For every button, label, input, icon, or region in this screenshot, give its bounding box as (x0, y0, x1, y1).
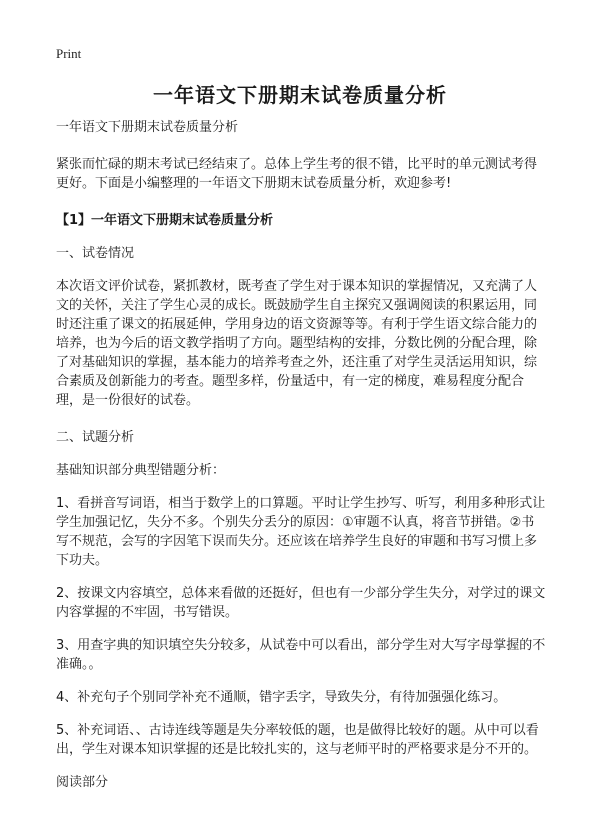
analysis-item-5: 5、补充词语、、古诗连线等题是失分率较低的题，也是做得比较好的题。从中可以看出，学生对课本知识掌握的还是比较扎实的，这与老师平时的严格要求是分不开的。 (56, 723, 539, 757)
document-subtitle: 一年语文下册期末试卷质量分析 (56, 120, 239, 135)
intro-paragraph: 紧张而忙碌的期末考试已经结束了。总体上学生考的很不错，比平时的单元测试考得更好。下面是小编整理的一年语文下册期末试卷质量分析，欢迎参考! (56, 157, 538, 191)
analysis-item-3: 3、用查字典的知识填空失分较多，从试卷中可以看出，部分学生对大写字母掌握的不准确。。 (56, 638, 546, 672)
analysis-item-2: 2、按课文内容填空，总体来看做的还挺好，但也有一少部分学生失分，对学过的课文内容掌握的不牢固，书写错误。 (56, 586, 546, 620)
analysis-item-4: 4、补充句子个别同学补充不通顺，错字丢字，导致失分，有待加强强化练习。 (56, 690, 507, 705)
part1-paragraph: 本次语文评价试卷，紧抓教材，既考查了学生对于课本知识的掌握情况，又充满了人文的关怀，关注了学生心灵的成长。既鼓励学生自主探究又强调阅读的积累运用，同时还注重了课文的拓展延伸，学用身边的语文资源等等。有利于学生语文综合能力的培养，也为今后的语文教学指明了方向。题型结构的安排，分数比例的分配合理，除了对基础知识的掌握，基本能力的培养考查之外，还注重了对学生灵活运用知识，综合素质及创新能力的考查。题型多样，份量适中，有一定的梯度，难易程度分配合理，是一份很好的试卷。 (56, 279, 538, 408)
reading-heading: 阅读部分 (56, 775, 109, 790)
analysis-item-1: 1、看拼音写词语，相当于数学上的口算题。平时让学生抄写、听写，利用多种形式让学生加强记忆，失分不多。个别失分丢分的原因：①审题不认真，将音节拼错。②书写不规范，会写的字因笔下误而失分。还应该在培养学生良好的审题和书写习惯上多下功夫。 (56, 496, 546, 568)
part1-heading: 一、试卷情况 (56, 246, 135, 261)
document-body (56, 118, 546, 792)
part2-heading: 二、试题分析 (56, 430, 135, 445)
basic-knowledge-heading: 基础知识部分典型错题分析： (56, 463, 226, 478)
print-label: Print (56, 46, 82, 61)
page-title: 一年语文下册期末试卷质量分析 (153, 83, 447, 107)
section-heading: 【1】一年语文下册期末试卷质量分析 (56, 213, 274, 228)
